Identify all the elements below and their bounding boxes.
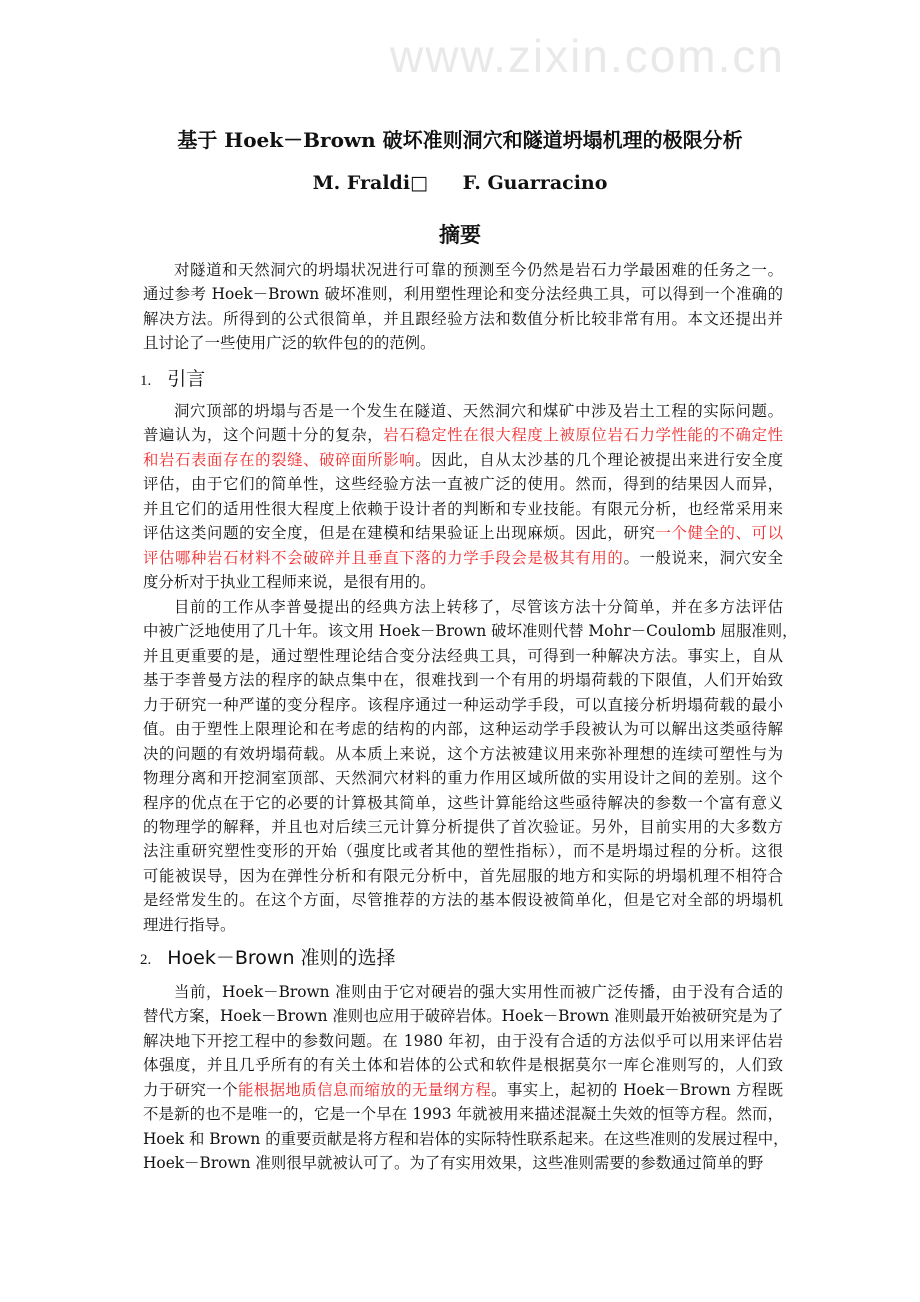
text-segment: 并且它们的适用性很大程度上依赖于设计者的判断和专业技能。有限元分析，也经常采用来	[143, 499, 783, 518]
text-segment: 基于李普曼方法的程序的缺点集中在，很难找到一个有用的坍塌荷载的下限值，人们开始致	[143, 671, 783, 690]
text-segment: 。一般说来，洞穴安全	[623, 548, 783, 567]
text-segment: 替代方案，Hoek－Brown 准则也应用于破碎岩体。Hoek－Brown 准则最开始被研究是为了	[143, 1007, 784, 1026]
text-segment: Hoek 和 Brown 的重要贡献是将方程和岩体的实际特性联系起来。在这些准则的发展过程中，	[143, 1129, 789, 1148]
abstract-title: 摘要	[439, 222, 481, 247]
text-line	[143, 472, 783, 496]
text-segment: 评估这类问题的安全度，但是在建模和结果验证上出现麻烦。因此，研究	[143, 524, 656, 543]
text-segment: 法注重研究塑性变形的开始（强度比或者其他的塑性指标），而不是坍塌过程的分析。这很	[143, 842, 783, 861]
text-segment: 评估，由于它们的简单性，这些经验方法一直被广泛的使用。然而，得到的结果因人而异，	[143, 475, 783, 494]
text-segment: 中被广泛地使用了几十年。该文用 Hoek－Brown 破坏准则代替 Mohr－Coulomb 屈服准则，	[143, 622, 798, 641]
text-line	[143, 307, 783, 331]
watermark: www.zixin.com.cn	[390, 30, 785, 82]
text-segment: 物理分离和开挖洞室顶部、天然洞穴材料的重力作用区域所做的实用设计之间的差别。这个	[143, 769, 783, 788]
section-title: Hoek－Brown 准则的选择	[167, 947, 396, 969]
text-segment: 体强度，并且几乎所有的有关土体和岩体的公式和软件是根据莫尔一库仑准则写的，人们致	[143, 1056, 783, 1075]
criterion-paragraph	[143, 980, 789, 1176]
text-segment: 决的问题的有效坍塌荷载。从本质上来说，这个方法被建议用来弥补理想的连续可塑性与为	[143, 744, 783, 763]
text-segment: 。因此，自从太沙基的几个理论被提出来进行安全度	[415, 450, 783, 469]
highlighted-text: 能根据地质信息而缩放的无量纲方程	[237, 1080, 492, 1099]
text-line	[143, 644, 783, 668]
author: M. Fraldi□	[312, 172, 429, 194]
highlighted-text: 一个健全的、可以	[655, 524, 783, 543]
text-segment: 力于研究一种严谨的变分程序。该程序通过一种运动学手段，可以直接分析坍塌荷载的最小	[143, 695, 783, 714]
text-line	[143, 448, 783, 472]
text-line	[143, 399, 783, 423]
text-segment: 解决方法。所得到的公式很简单，并且跟经验方法和数值分析比较非常有用。本文还提出并	[143, 309, 783, 328]
text-line	[143, 1127, 789, 1151]
section-title: 引言	[167, 368, 206, 390]
text-line	[143, 497, 783, 521]
text-segment: 度分析对于执业工程师来说，是很有用的。	[143, 573, 436, 592]
text-segment: 程序的优点在于它的必要的计算极其简单，这些计算能给这些亟待解决的参数一个富有意义	[143, 793, 783, 812]
text-segment: 洞穴顶部的坍塌与否是一个发生在隧道、天然洞穴和煤矿中涉及岩土工程的实际问题。	[174, 402, 783, 420]
highlighted-text: 和岩石表面存在的裂缝、破碎面所影响	[143, 450, 416, 469]
text-line	[143, 913, 783, 937]
text-line	[143, 521, 783, 545]
text-line	[143, 1004, 783, 1028]
text-line	[143, 546, 783, 570]
text-line	[143, 864, 783, 888]
text-line	[143, 693, 783, 717]
text-line	[143, 839, 783, 863]
text-line	[143, 423, 783, 447]
text-line	[143, 570, 783, 594]
text-segment: Hoek－Brown 准则很早就被认可了。为了有实用效果，这些准则需要的参数通过简单的野	[143, 1154, 764, 1173]
text-segment: 普遍认为，这个问题十分的复杂，	[143, 426, 384, 445]
author: F. Guarracino	[462, 172, 608, 194]
text-segment: 且讨论了一些使用广泛的软件包的的范例。	[143, 334, 436, 353]
text-line	[143, 766, 783, 790]
text-segment: 当前，Hoek－Brown 准则由于它对硬岩的强大实用性而被广泛传播，由于没有合适的	[174, 983, 783, 1001]
text-line	[143, 888, 783, 912]
text-segment: 对隧道和天然洞穴的坍塌状况进行可靠的预测至今仍然是岩石力学最困难的任务之一。	[174, 261, 783, 279]
text-line	[143, 980, 783, 1004]
text-segment: 目前的工作从李普曼提出的经典方法上转移了，尽管该方法十分简单，并在多方法评估	[174, 598, 783, 616]
section-number: 1.	[140, 373, 152, 389]
highlighted-text: 岩石稳定性在很大程度上被原位岩石力学性能的不确定性	[383, 426, 783, 445]
text-line	[143, 595, 783, 619]
text-segment: 可能被误导，因为在弹性分析和有限元分析中，首先屈服的地方和实际的坍塌机理不相符合	[143, 866, 783, 885]
section-number: 2.	[140, 952, 152, 968]
text-line	[143, 1029, 783, 1053]
text-line	[143, 331, 783, 355]
text-line	[143, 742, 783, 766]
text-line	[143, 1053, 783, 1077]
text-line	[143, 1102, 783, 1126]
document-title: 基于 Hoek－Brown 破坏准则洞穴和隧道坍塌机理的极限分析	[177, 128, 743, 152]
text-line	[143, 668, 783, 692]
text-line	[143, 815, 783, 839]
text-segment: 通过参考 Hoek－Brown 破坏准则，利用塑性理论和变分法经典工具，可以得到一个准确的	[143, 285, 783, 304]
text-segment: 是经常发生的。在这个方面，尽管推荐的方法的基本假设被简单化，但是它对全部的坍塌机	[143, 891, 783, 910]
text-segment: 。事实上，起初的 Hoek－Brown 方程既	[491, 1080, 783, 1099]
intro-paragraph-2	[143, 595, 798, 937]
text-line	[143, 1151, 783, 1175]
text-segment: 值。由于塑性上限理论和在考虑的结构的内部，这种运动学手段被认为可以解出这类亟待解	[143, 720, 783, 739]
text-line	[143, 258, 783, 282]
text-segment: 的物理学的解释，并且也对后续三元计算分析提供了首次验证。另外，目前实用的大多数方	[143, 817, 783, 836]
text-line	[143, 282, 783, 306]
text-segment: 不是新的也不是唯一的，它是一个早在 1993 年就被用来描述混凝土失效的恒等方程。然而，	[143, 1105, 783, 1124]
highlighted-text: 评估哪种岩石材料不会破碎并且垂直下落的力学手段会是极其有用的	[143, 548, 624, 567]
text-line	[143, 717, 783, 741]
abstract-paragraph	[143, 258, 783, 356]
section-heading-2	[140, 943, 396, 970]
text-segment: 并且更重要的是，通过塑性理论结合变分法经典工具，可得到一种解决方法。事实上，自从	[143, 646, 783, 665]
text-segment: 解决地下开挖工程中的参数问题。在 1980 年初，由于没有合适的方法似乎可以用来评估岩	[143, 1031, 783, 1050]
authors	[0, 172, 920, 194]
intro-paragraph-1	[143, 399, 783, 595]
text-line	[143, 619, 798, 643]
section-heading-1	[140, 364, 205, 391]
text-segment: 理进行指导。	[143, 915, 236, 934]
text-line	[143, 1078, 783, 1102]
text-line	[143, 791, 783, 815]
text-segment: 力于研究一个	[143, 1080, 238, 1099]
